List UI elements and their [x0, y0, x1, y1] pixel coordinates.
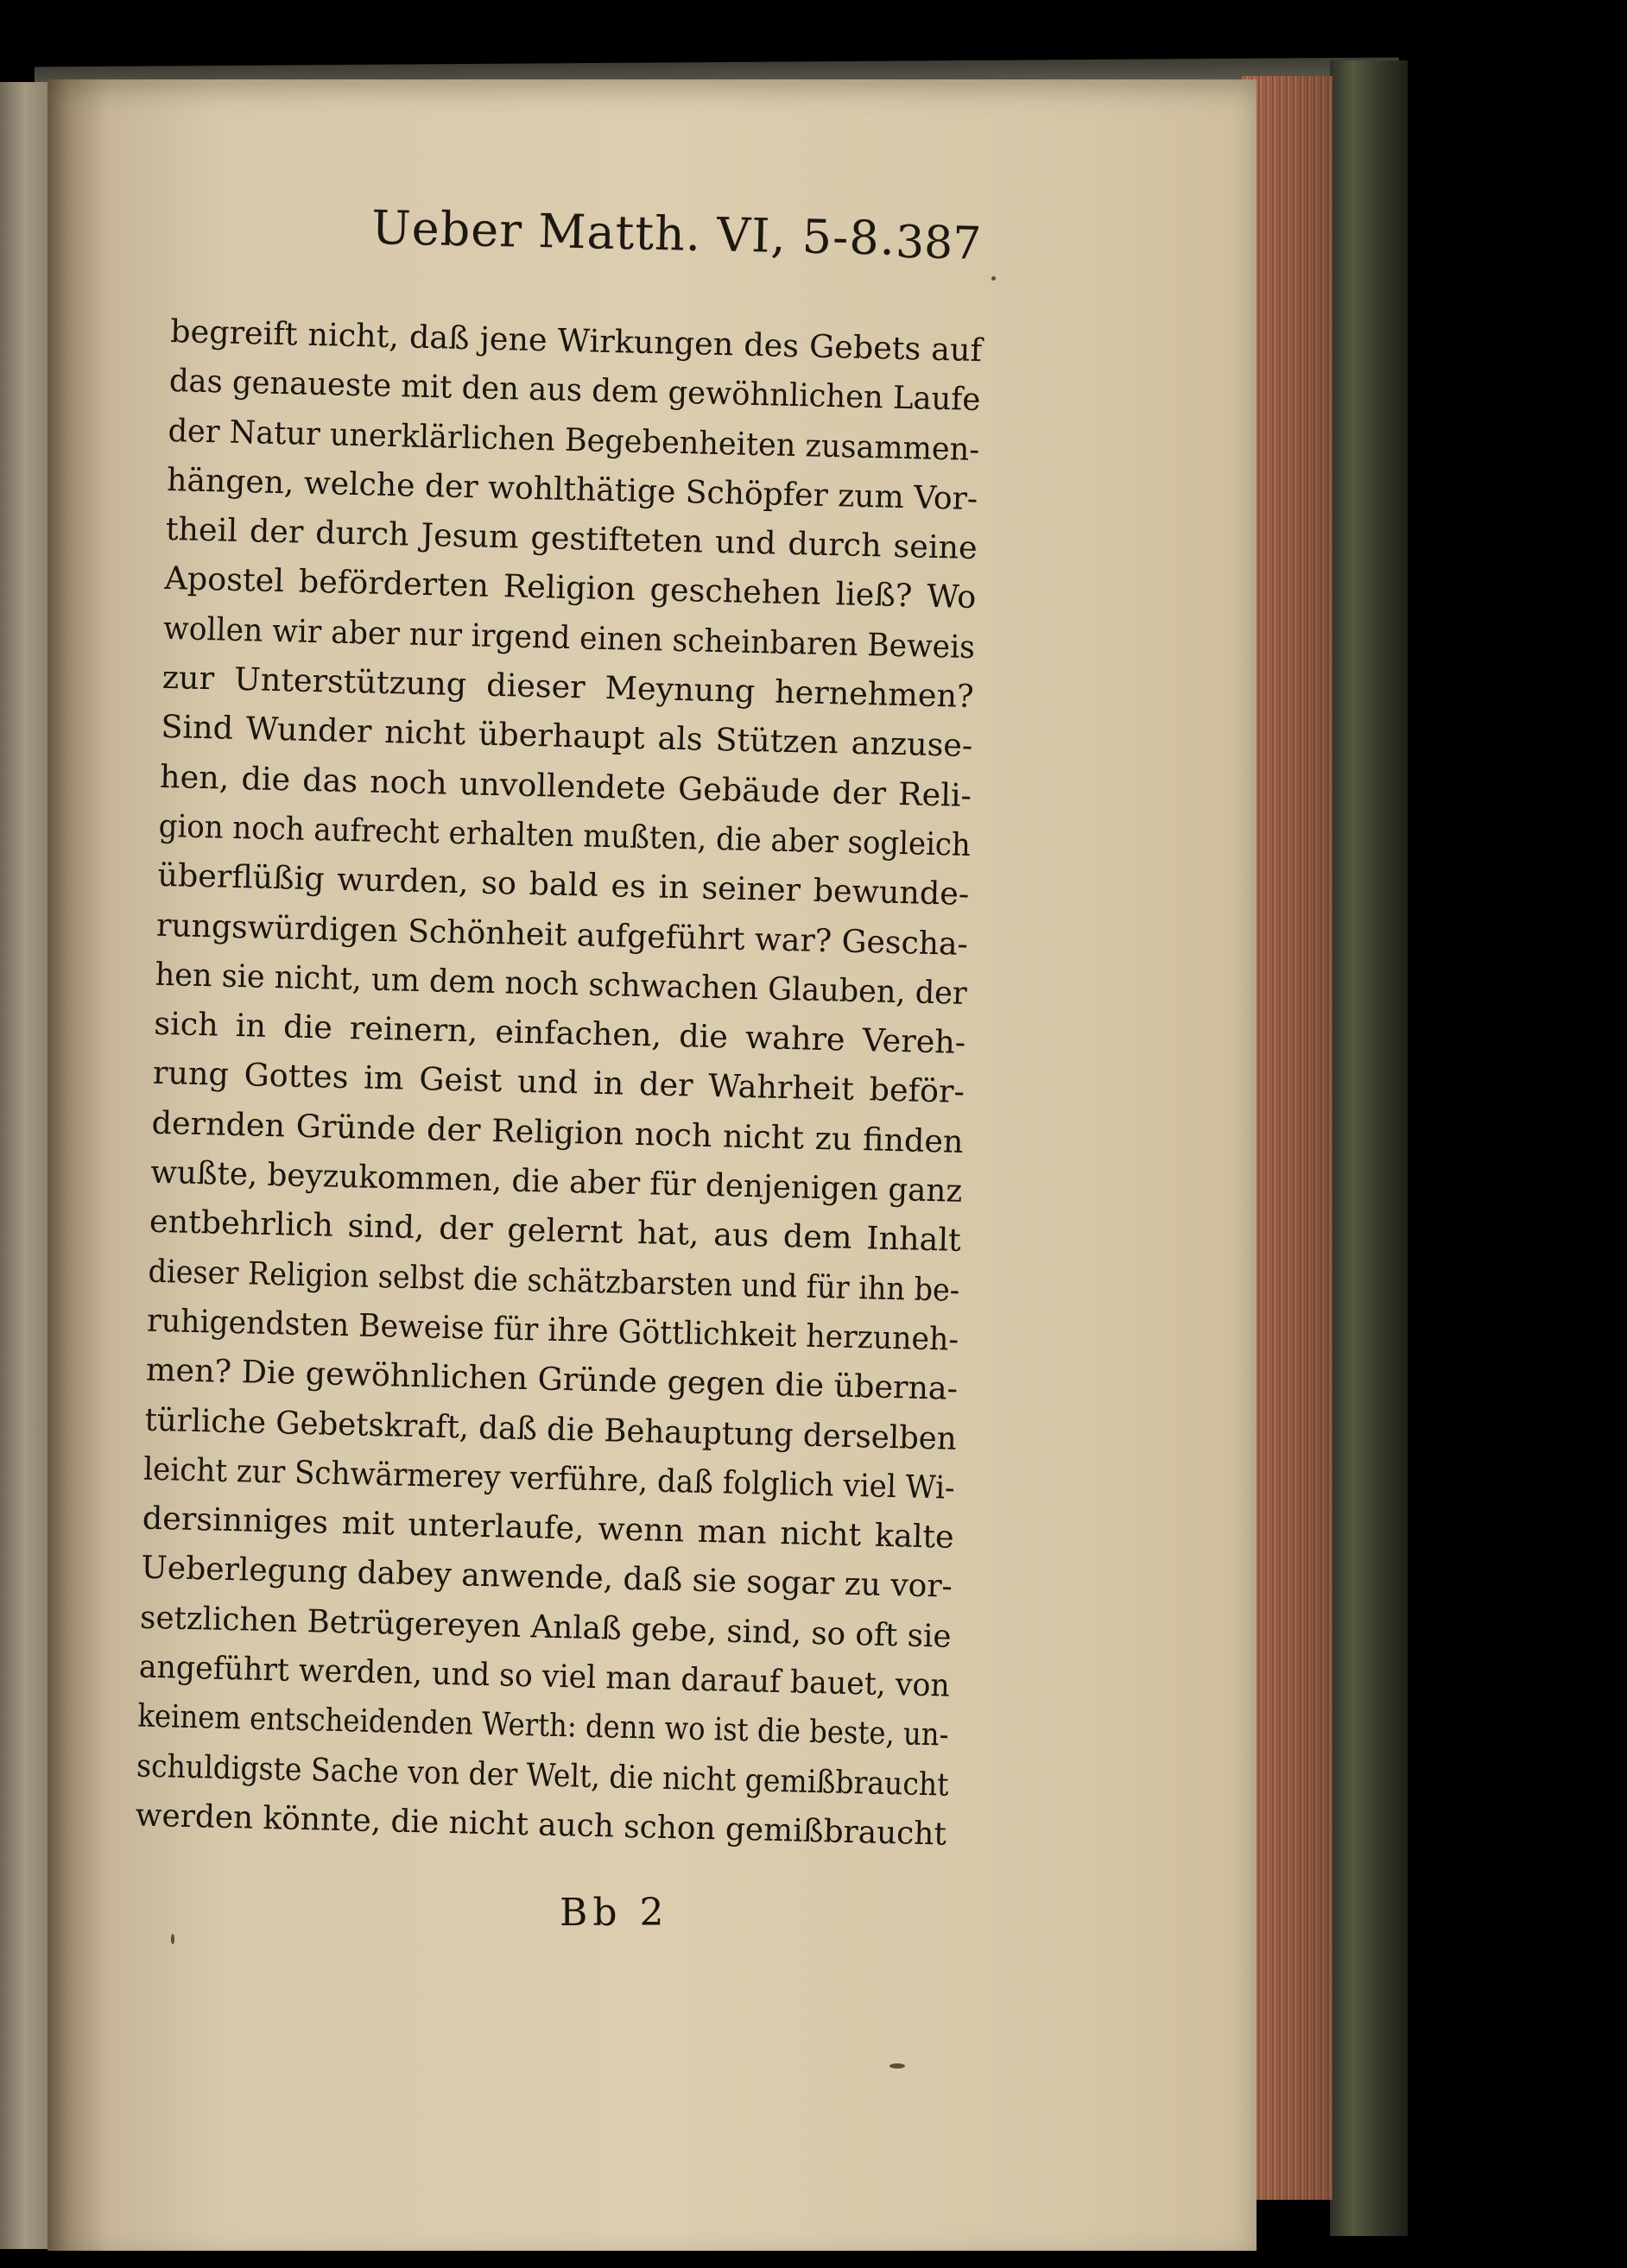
text-line: gion noch aufrecht erhalten mußten, die aber sogleich	[158, 806, 972, 863]
text-line: wollen wir aber nur irgend einen scheinbaren Beweis	[162, 609, 976, 666]
text-line: Apostel beförderten Religion geschehen ließ? Wo	[164, 559, 977, 616]
text-line: dieser Religion selbst die schätzbarsten und für ihn be-	[148, 1252, 960, 1309]
text-line: begreift nicht, daß jene Wirkungen des Gebets auf	[169, 312, 983, 370]
text-line: keinem entscheidenden Werth: denn wo ist die beste, un-	[137, 1696, 950, 1753]
text-line: hen, die das noch unvollendete Gebäude der Reli-	[159, 757, 972, 814]
text-line: sich in die reinern, einfachen, die wahre Vereh-	[153, 1004, 966, 1062]
paper-speck	[889, 2063, 905, 2069]
text-line: hen sie nicht, um dem noch schwachen Glauben, der	[155, 955, 968, 1012]
text-line: angeführt werden, und so viel man darauf bauet, von	[138, 1647, 951, 1704]
text-line: das genaueste mit den aus dem gewöhnlichen Laufe	[168, 362, 981, 419]
text-line: entbehrlich sind, der gelernt hat, aus dem Inhalt	[149, 1203, 962, 1260]
text-line: leicht zur Schwärmerey verführe, daß folglich viel Wi-	[142, 1450, 956, 1507]
page-number: 387	[895, 216, 982, 270]
text-line: werden könnte, die nicht auch schon gemißbraucht	[135, 1796, 947, 1853]
text-line: zur Unterstützung dieser Meynung hernehmen?	[161, 658, 975, 716]
text-line: dersinniges mit unterlaufe, wenn man nicht kalte	[142, 1499, 955, 1556]
text-line: hängen, welche der wohlthätige Schöpfer zum Vor-	[166, 460, 978, 517]
text-line: schuldigste Sache von der Welt, die nicht gemißbraucht	[136, 1747, 950, 1804]
text-line: Ueberlegung dabey anwende, daß sie sogar zu vor-	[141, 1549, 953, 1606]
text-line: der Natur unerklärlichen Begebenheiten zusammen-	[168, 411, 980, 468]
text-line: rung Gottes im Geist und in der Wahrheit beför-	[152, 1054, 965, 1111]
text-line: ruhigendsten Beweise für ihre Göttlichkeit herzuneh-	[146, 1301, 959, 1358]
text-line: dernden Gründe der Religion noch nicht zu finden	[151, 1103, 964, 1160]
text-line: setzlichen Betrügereyen Anlaß gebe, sind, so oft sie	[139, 1598, 952, 1655]
text-line: wußte, beyzukommen, die aber für denjenigen ganz	[149, 1153, 963, 1210]
book-cover-right	[1330, 60, 1408, 2236]
text-line: Sind Wunder nicht überhaupt als Stützen anzuse-	[161, 708, 973, 765]
paper-speck	[991, 276, 996, 281]
body-text	[135, 306, 983, 1859]
paper-speck	[171, 1934, 174, 1944]
text-line: theil der durch Jesum gestifteten und durch seine	[165, 510, 978, 567]
text-line: rungswürdigen Schönheit aufgeführt war? Gescha-	[155, 906, 969, 963]
signature-mark: Bb 2	[560, 1891, 669, 1935]
text-line: türliche Gebetskraft, daß die Behauptung derselben	[144, 1400, 958, 1457]
facing-page-edge	[0, 82, 50, 2249]
running-head: Ueber Matth. VI, 5-8.	[370, 200, 896, 266]
text-line: überflüßig wurden, so bald es in seiner bewunde-	[156, 856, 970, 913]
page-header	[370, 200, 994, 291]
text-line: men? Die gewöhnlichen Gründe gegen die überna-	[145, 1350, 959, 1408]
